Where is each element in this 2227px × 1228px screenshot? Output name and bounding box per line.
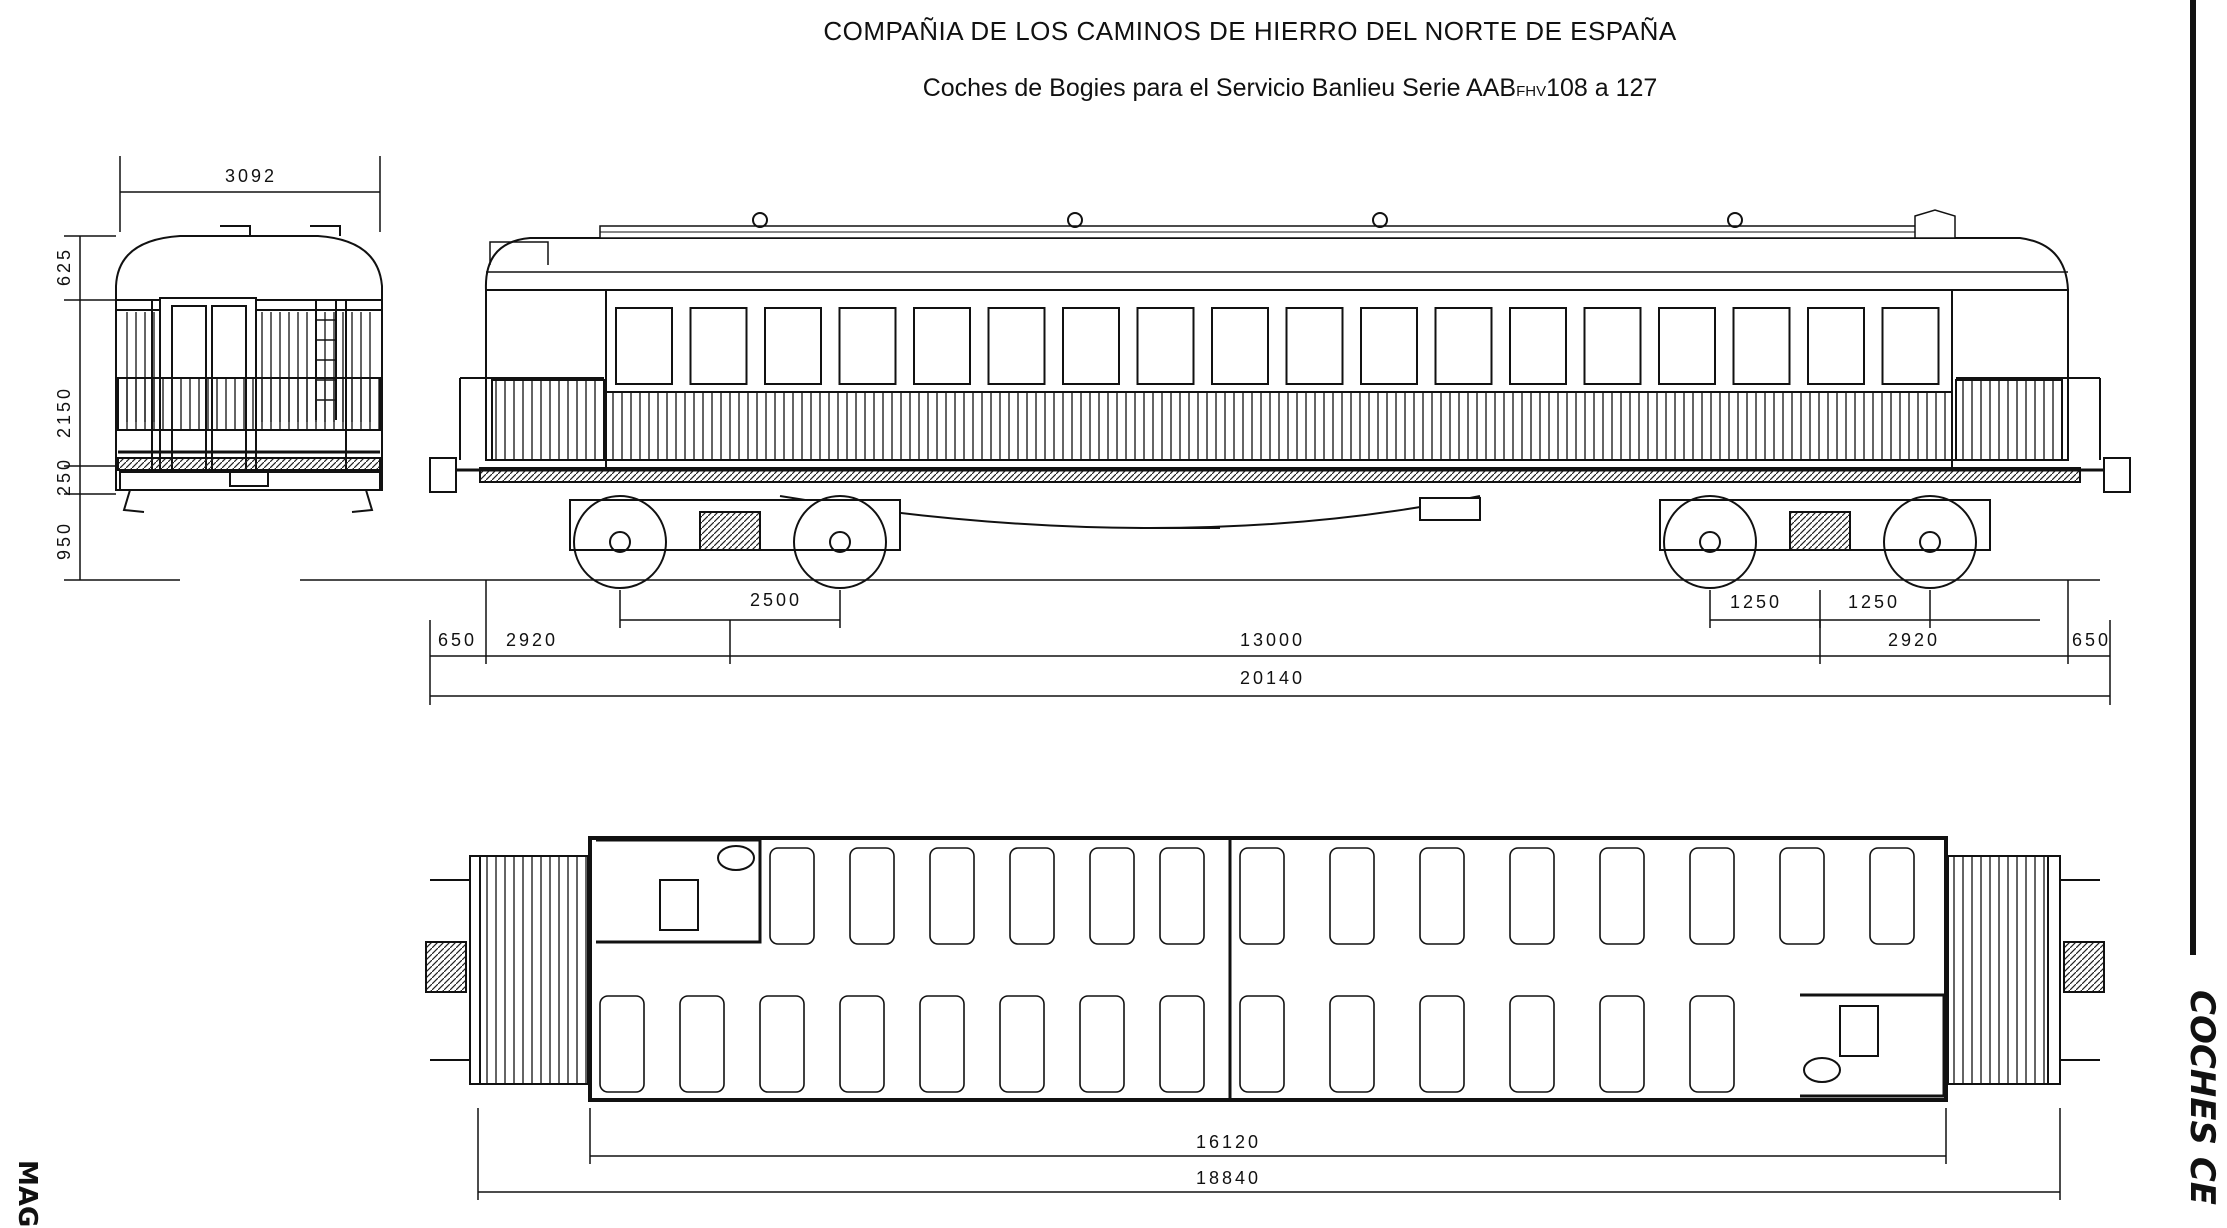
side-window [1510, 308, 1566, 384]
dim-bogie-wheelbase: 2500 [750, 590, 803, 610]
side-window [989, 308, 1045, 384]
side-window [914, 308, 970, 384]
edge-label-right: COCHES CE [2182, 990, 2222, 1205]
dim-length-buffers: 20140 [1240, 668, 1306, 688]
side-window [1585, 308, 1641, 384]
side-window [1808, 308, 1864, 384]
dim-pivot-centres: 13000 [1240, 630, 1306, 650]
bogie-left [570, 496, 900, 588]
dim-h-250: 250 [54, 456, 74, 496]
side-window [616, 308, 672, 384]
dim-h-2150: 2150 [54, 385, 74, 438]
dim-end-width: 3092 [225, 166, 278, 186]
side-window [1436, 308, 1492, 384]
subtitle-sub: FHV [1516, 83, 1547, 100]
dim-half-1250-b: 1250 [1848, 592, 1901, 612]
dim-half-1250-a: 1250 [1730, 592, 1783, 612]
side-window [1361, 308, 1417, 384]
right-edge-rule [2190, 0, 2196, 955]
side-elevation [300, 210, 2130, 588]
dim-body-outer: 18840 [1196, 1168, 1262, 1188]
side-window [1659, 308, 1715, 384]
dim-pivot-right: 2920 [1888, 630, 1941, 650]
side-window [1734, 308, 1790, 384]
plan-view [426, 838, 2104, 1100]
dim-h-950: 950 [54, 520, 74, 560]
bogie-right [1660, 496, 1990, 588]
side-window [1212, 308, 1268, 384]
side-window [1138, 308, 1194, 384]
drawing-title: COMPAÑIA DE LOS CAMINOS DE HIERRO DEL NORTE DE ESPAÑA [823, 16, 1677, 46]
dim-pivot-left: 2920 [506, 630, 559, 650]
side-window [1883, 308, 1939, 384]
side-window [765, 308, 821, 384]
dim-h-625: 625 [54, 246, 74, 286]
side-window [840, 308, 896, 384]
side-window [1287, 308, 1343, 384]
edge-label-left: MAG [12, 1160, 42, 1228]
subtitle-end: 108 a 127 [1546, 74, 1658, 102]
side-window [691, 308, 747, 384]
subtitle-main: Coches de Bogies para el Servicio Banlieu Serie AAB [922, 74, 1517, 102]
dim-body-inner: 16120 [1196, 1132, 1262, 1152]
end-view [116, 226, 382, 512]
dim-overhang-right: 650 [2072, 630, 2112, 650]
dim-overhang-left: 650 [438, 630, 478, 650]
side-window [1063, 308, 1119, 384]
